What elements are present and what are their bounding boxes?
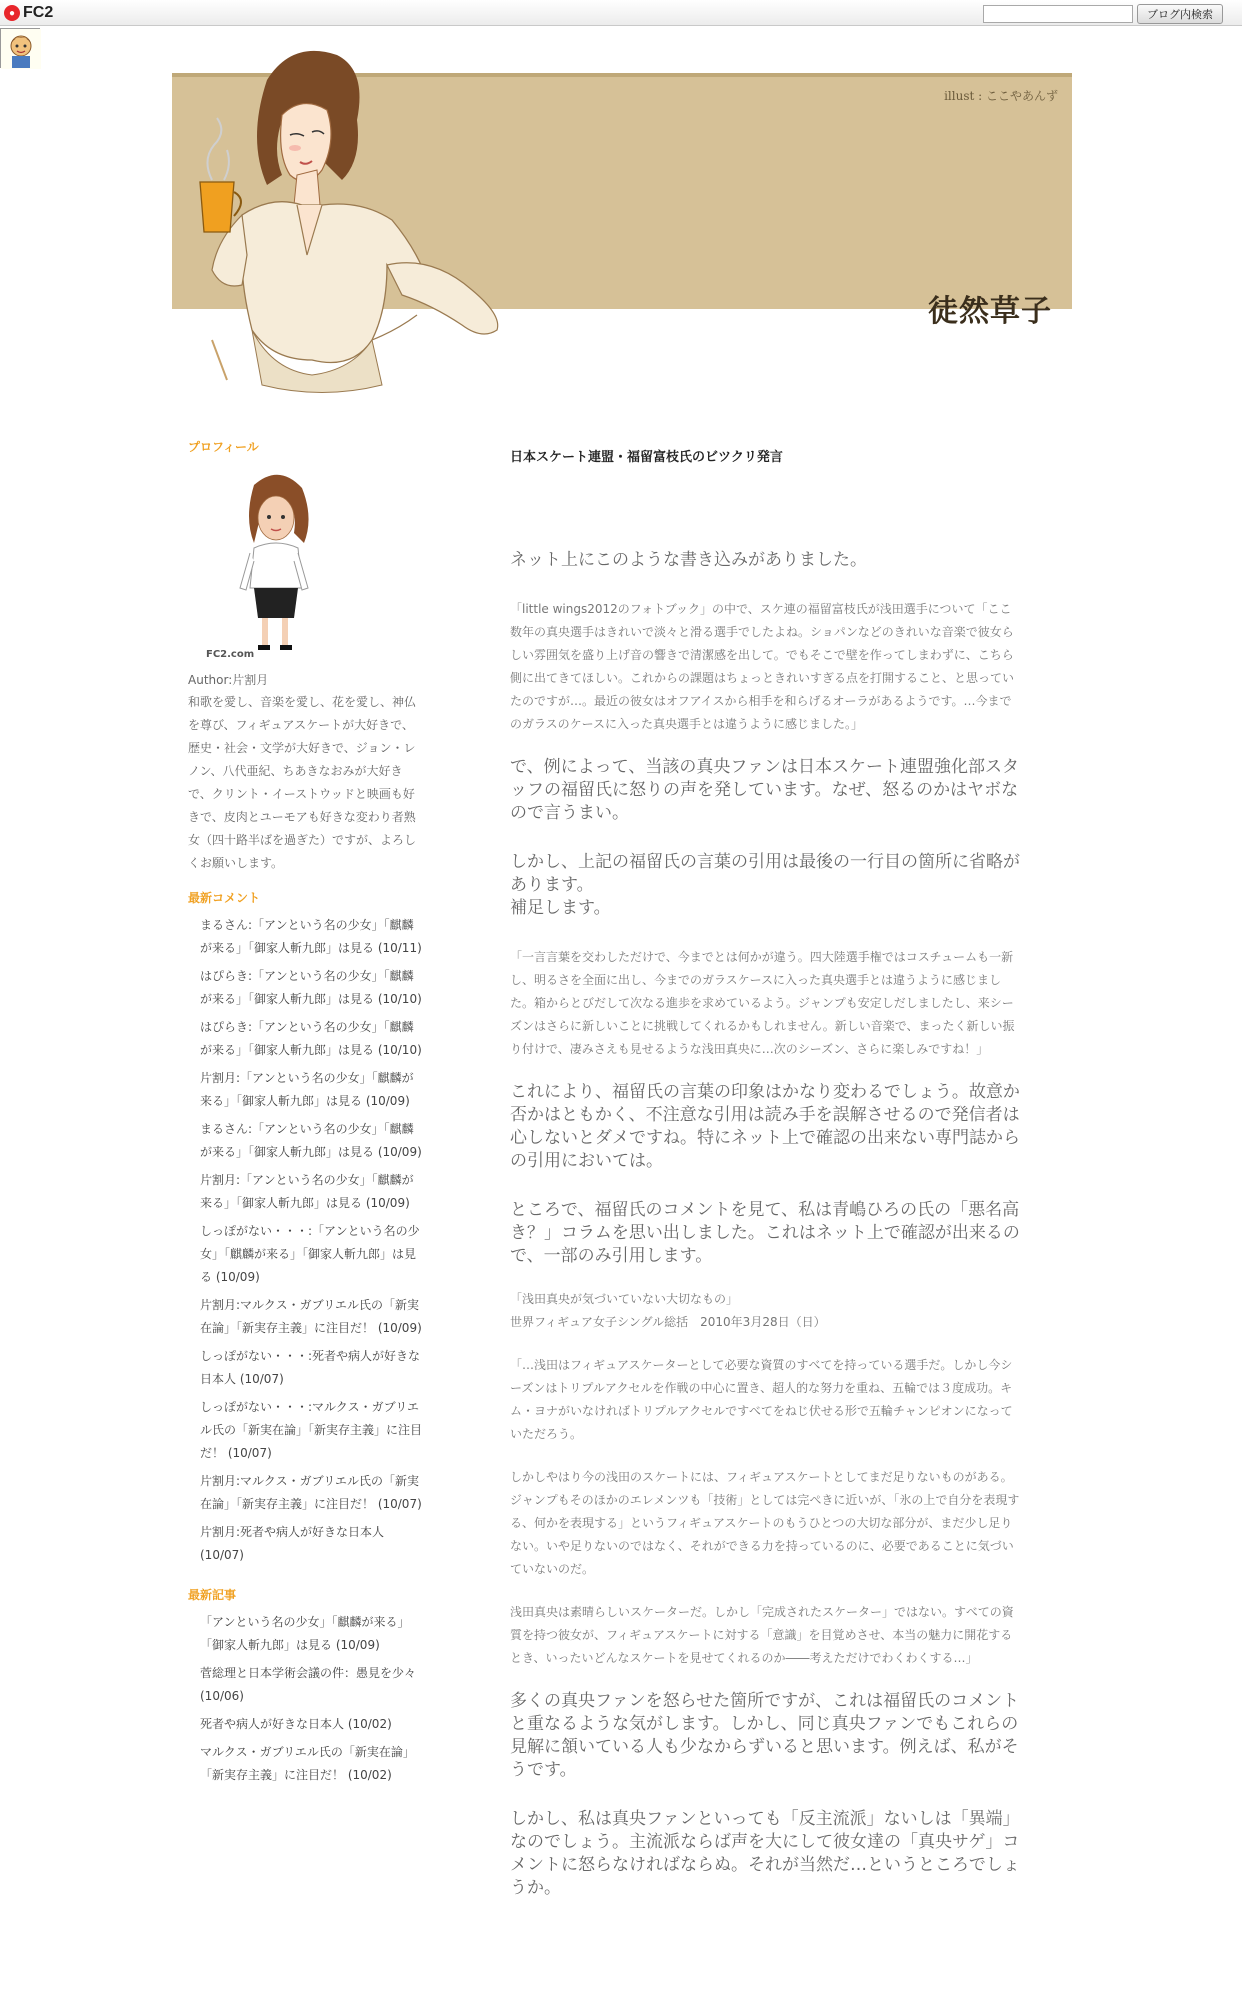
profile-fc2-badge: FC2.com [206,649,255,660]
profile-text: 和歌を愛し、音楽を愛し、花を愛し、神仏を尊び、フィギュアスケートが大好きで、歴史・社会・文学が大好きで、ジョン・レノン、八代亜紀、ちあきなおみが大好きで、クリント・イーストウッドと映画も好きで、皮肉とユーモアも好きな変わり者熟女（四十路半ばを過ぎた）ですが、よろしくお願いします。 [188,695,417,870]
recent-comment-item[interactable]: はぴらき:「アンという名の少女」「麒麟が来る」「御家人斬九郎」は見る (10/10) [200,969,422,1006]
profile-heading: プロフィール [188,440,259,454]
article-paragraph: 多くの真央ファンを怒らせた箇所ですが、これは福留氏のコメントと重なるような気がします。しかし、同じ真央ファンでもこれらの見解に頷いている人も少なからずいると思います。例えば、私がそうです。 [510,1691,1020,1780]
profile-author: Author:片割月 [188,673,269,687]
recent-comment-item[interactable]: まるさん:「アンという名の少女」「麒麟が来る」「御家人斬九郎」は見る (10/09) [200,1122,422,1159]
recent-comment-item[interactable]: 片割月:「アンという名の少女」「麒麟が来る」「御家人斬九郎」は見る (10/09) [200,1071,414,1108]
profile-avatar-icon [194,463,339,663]
recent-comment-item[interactable]: しっぽがない・・・:死者や病人が好きな日本人 (10/07) [200,1349,421,1386]
blog-search-input[interactable] [983,5,1133,23]
article-quote: 「little wings2012のフォトブック」の中で、スケ連の福留富枝氏が浅田選手について「ここ数年の真央選手はきれいで淡々と滑る選手でしたよね。ショパンなどのきれいな音楽で彼女らしい雰囲気を盛り上げ音の響きで清潔感を出して。でもそこで壁を作ってしまわずに、こちら側に出てきてほしい。これからの課題はちょっときれいすぎる点を打開すること、と思っていたのですが…。最近の彼女はオフアイスから相手を和らげるオーラがあるようです。…今までのガラスのケースに入った真央選手とは違うように感じました。」 [510,602,1015,731]
fc2-logo[interactable] [4,3,53,23]
fc2-logo-text: FC2 [23,4,54,21]
article-paragraph: ネット上にこのような書き込みがありました。 [510,550,867,570]
recent-comment-item[interactable]: まるさん:「アンという名の少女」「麒麟が来る」「御家人斬九郎」は見る (10/11) [200,918,422,955]
article-source-title: 「浅田真央が気づいていない大切なもの」 [510,1292,739,1306]
article-paragraph: これにより、福留氏の言葉の印象はかなり変わるでしょう。故意か否かはともかく、不注意な引用は読み手を誤解させるので発信者は心しないとダメですね。特にネット上で確認の出来ない専門誌からの引用においては。 [510,1082,1020,1171]
recent-article-item[interactable]: 死者や病人が好きな日本人 (10/02) [200,1717,392,1731]
article-quote: 浅田真央は素晴らしいスケーターだ。しかし「完成されたスケーター」ではない。すべての資質を持つ彼女が、フィギュアスケートに対する「意識」を目覚めさせ、本当の魅力に開花するとき、いったいどんなスケートを見せてくれるのか――考えただけでわくわくする…」 [510,1605,1014,1665]
recent-comment-item[interactable]: しっぽがない・・・:「アンという名の少女」「麒麟が来る」「御家人斬九郎」は見る (10/09) [200,1224,420,1284]
blog-title[interactable]: 徒然草子 [928,294,1052,329]
recent-comment-item[interactable]: 片割月:マルクス・ガブリエル氏の「新実在論」「新実存主義」に注目だ！ (10/09) [200,1298,422,1335]
article-quote: 「…浅田はフィギュアスケーターとして必要な資質のすべてを持っている選手だ。しかし今シーズンはトリプルアクセルを作戦の中心に置き、超人的な努力を重ね、五輪では３度成功。キム・ヨナがいなければトリプルアクセルですべてをねじ伏せる形で五輪チャンピオンになっていただろう。 [510,1358,1013,1441]
sidebar [188,438,428,1792]
article-title[interactable]: 日本スケート連盟・福留富枝氏のビツクリ発言 [510,450,783,465]
article-paragraph: で、例によって、当該の真央ファンは日本スケート連盟強化部スタッフの福留氏に怒りの声を発しています。なぜ、怒るのかはヤボなので言うまい。 [510,757,1019,823]
recent-comment-item[interactable]: はぴらき:「アンという名の少女」「麒麟が来る」「御家人斬九郎」は見る (10/10) [200,1020,422,1057]
blog-search-button[interactable]: ブログ内検索 [1137,4,1223,24]
recent-comment-item[interactable]: 片割月:「アンという名の少女」「麒麟が来る」「御家人斬九郎」は見る (10/09) [200,1173,414,1210]
article-paragraph: 補足します。 [510,898,611,918]
recent-articles-heading: 最新記事 [188,1588,237,1602]
recent-article-item[interactable]: 「アンという名の少女」「麒麟が来る」「御家人斬九郎」は見る (10/09) [200,1615,410,1652]
recent-article-item[interactable]: 菅総理と日本学術会議の件：愚見を少々 (10/06) [200,1666,417,1703]
header-illustration-woman-icon [172,40,552,430]
recent-comment-item[interactable]: 片割月:マルクス・ガブリエル氏の「新実在論」「新実存主義」に注目だ！ (10/07) [200,1474,422,1511]
recent-articles-list [200,1611,428,1787]
fc2-toolbar [0,0,1242,26]
recent-comments-heading: 最新コメント [188,891,261,905]
article-quote: しかしやはり今の浅田のスケートには、フィギュアスケートとしてまだ足りないものがある。ジャンプもそのほかのエレメンツも「技術」としては完ぺきに近いが、「氷の上で自分を表現する、何かを表現する」というフィギュアスケートのもうひとつの大切な部分が、まだ少し足りない。いや足りないのではなく、それができる力を持っているのに、必要であることに気づいていないのだ。 [510,1470,1020,1576]
blog-header [172,40,1072,430]
recent-comment-item[interactable]: 片割月:死者や病人が好きな日本人 (10/07) [200,1525,385,1562]
article-quote: 「一言言葉を交わしただけで、今までとは何かが違う。四大陸選手権ではコスチュームも一新し、明るさを全面に出し、今までのガラスケースに入った真央選手とは違うように感じました。箱からとびだして次なる進歩を求めているよう。ジャンプも安定しだしましたし、来シーズンはさらに新しいことに挑戦してくれるかもしれません。新しい音楽で、まったく新しい振り付けで、凄みさえも見せるような浅田真央に…次のシーズン、さらに楽しみですね！」 [510,950,1015,1056]
recent-comment-item[interactable]: しっぽがない・・・:マルクス・ガブリエル氏の「新実在論」「新実存主義」に注目だ！ (10/07) [200,1400,423,1460]
fc2-avatar-icon[interactable] [0,28,40,68]
article-paragraph: しかし、上記の福留氏の言葉の引用は最後の一行目の箇所に省略があります。 [510,852,1020,895]
recent-comments-list [200,914,428,1567]
recent-article-item[interactable]: マルクス・ガブリエル氏の「新実在論」「新実存主義」に注目だ！ (10/02) [200,1745,415,1782]
article-paragraph: ところで、福留氏のコメントを見て、私は青嶋ひろの氏の「悪名高き？」コラムを思い出しました。これはネット上で確認が出来るので、一部のみ引用します。 [510,1200,1020,1266]
illust-credit: illust : ここやあんず [944,89,1058,103]
article-paragraph: しかし、私は真央ファンといっても「反主流派」ないしは「異端」なのでしょう。主流派ならば声を大にして彼女達の「真央サゲ」コメントに怒らなければならぬ。それが当然だ…というところでしょうか。 [510,1809,1020,1898]
profile-avatar [194,463,339,663]
fc2-logo-icon: ● [4,5,20,21]
article [510,446,1020,1900]
article-source-date: 世界フィギュア女子シングル総括 2010年3月28日（日） [510,1315,826,1329]
